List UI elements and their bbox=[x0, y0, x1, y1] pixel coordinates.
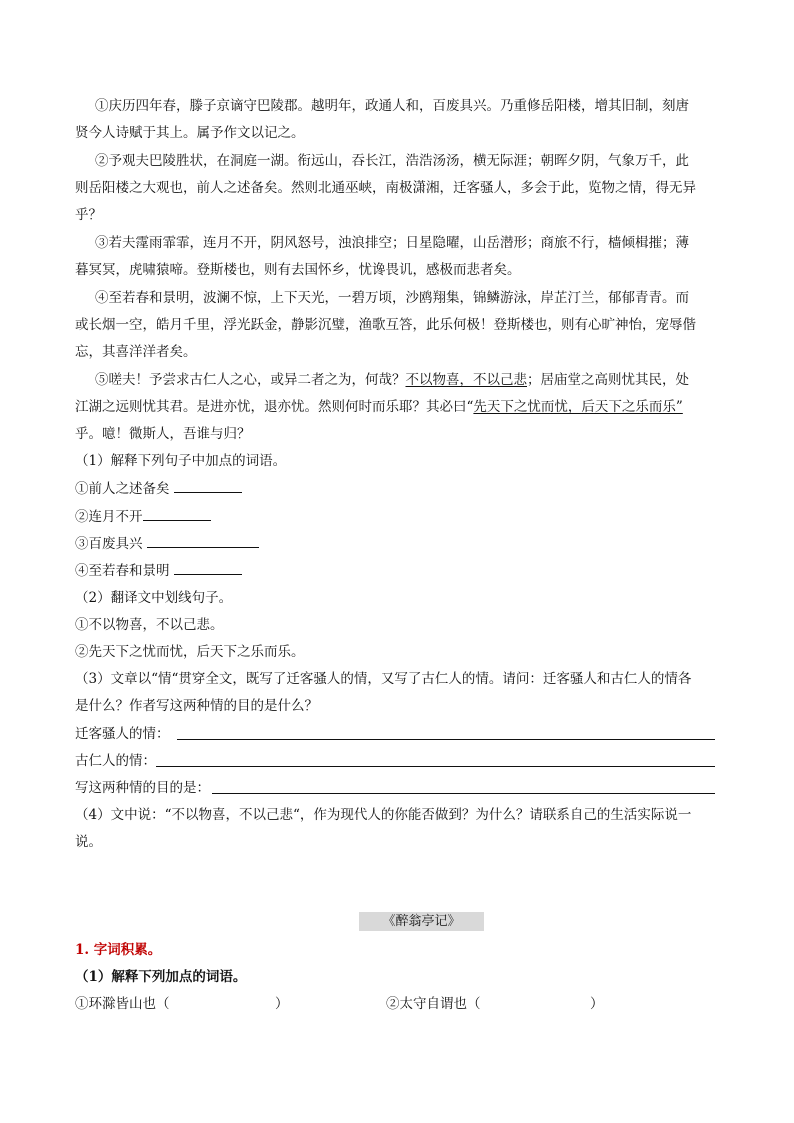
answer-line[interactable] bbox=[177, 739, 715, 740]
q1-item-b bbox=[75, 506, 211, 527]
p5-text-a: ⑤嗟夫！予尝求古仁人之心，或异二者之为，何哉？ bbox=[95, 372, 406, 388]
s2-item-a-close: ） bbox=[275, 996, 289, 1012]
q3-label-a: 迁客骚人的情： bbox=[75, 726, 170, 742]
s2-item-a: ①环滁皆山也（ bbox=[75, 996, 170, 1012]
passage-p2-line3: 乎？ bbox=[75, 207, 102, 223]
question-2: （2）翻译文中划线句子。 bbox=[75, 590, 233, 606]
s2-item-b: ②太守自谓也（ bbox=[386, 996, 481, 1012]
p5-text-c: 江湖之远则忧其君。是进亦忧，退亦忧。然则何时而乐耶？其必曰“ bbox=[75, 399, 474, 415]
q2-item-a: ①不以物喜，不以己悲。 bbox=[75, 617, 224, 633]
q1-item-c-text: ③百废具兴 bbox=[75, 536, 143, 552]
passage-p3-line1: ③若夫霪雨霏霏，连月不开，阴风怒号，浊浪排空；日星隐曜，山岳潜形；商旅不行，樯倾楫摧；薄 bbox=[95, 235, 689, 251]
passage-p5-line2 bbox=[75, 397, 683, 417]
underlined-sentence-1: 不以物喜，不以己悲 bbox=[405, 372, 527, 388]
q1-item-c bbox=[75, 533, 259, 554]
passage-p2-line2: 则岳阳楼之大观也，前人之述备矣。然则北通巫峡，南极潇湘，迁客骚人，多会于此，览物之情，得无异 bbox=[75, 180, 696, 196]
s2-item-b-close: ） bbox=[590, 996, 604, 1012]
q1-item-d-text: ④至若春和景明 bbox=[75, 563, 170, 579]
passage-p2-line1: ②予观夫巴陵胜状，在洞庭一湖。衔远山，吞长江，浩浩汤汤，横无际涯；朝晖夕阴，气象万千，此 bbox=[95, 153, 689, 169]
passage-p1-line2: 贤今人诗赋于其上。属予作文以记之。 bbox=[75, 125, 305, 141]
passage-p4-line3: 忘，其喜洋洋者矣。 bbox=[75, 344, 197, 360]
answer-blank[interactable] bbox=[174, 478, 242, 493]
passage-p3-line2: 暮冥冥，虎啸猿啼。登斯楼也，则有去国怀乡，忧谗畏讥，感极而悲者矣。 bbox=[75, 262, 521, 278]
section-heading: 1. 字词积累。 bbox=[75, 942, 162, 958]
q1-item-d bbox=[75, 560, 242, 581]
answer-blank[interactable] bbox=[174, 560, 242, 575]
section-title: 《醉翁亭记》 bbox=[359, 912, 484, 931]
q1-item-a bbox=[75, 478, 242, 499]
answer-blank[interactable] bbox=[143, 506, 211, 521]
q1-item-a-text: ①前人之述备矣 bbox=[75, 481, 170, 497]
answer-line[interactable] bbox=[212, 793, 715, 794]
passage-p5-line1 bbox=[95, 370, 689, 390]
passage-p4-line2: 或长烟一空，皓月千里，浮光跃金，静影沉璧，渔歌互答，此乐何极！登斯楼也，则有心旷神怡，宠辱偕 bbox=[75, 317, 696, 333]
question-3-line2: 是什么？作者写这两种情的目的是什么？ bbox=[75, 698, 318, 714]
passage-p5-line3: 乎。噫！微斯人，吾谁与归？ bbox=[75, 426, 251, 442]
question-1: （1）解释下列句子中加点的词语。 bbox=[75, 453, 287, 469]
section-subheading: （1）解释下列加点的词语。 bbox=[75, 969, 247, 985]
underlined-sentence-2: 先天下之忧而忧，后天下之乐而乐” bbox=[473, 399, 683, 415]
q3-label-b: 古仁人的情： bbox=[75, 753, 156, 769]
answer-blank[interactable] bbox=[147, 533, 259, 548]
passage-p1-line1: ①庆历四年春，滕子京谪守巴陵郡。越明年，政通人和，百废具兴。乃重修岳阳楼，增其旧制，刻唐 bbox=[95, 98, 689, 114]
question-3-line1: （3）文章以“情“贯穿全文，既写了迁客骚人的情，又写了古仁人的情。请问：迁客骚人和古仁人的情各 bbox=[75, 671, 692, 687]
q2-item-b: ②先天下之忧而忧，后天下之乐而乐。 bbox=[75, 644, 305, 660]
p5-text-b: ；居庙堂之高则忧其民，处 bbox=[527, 372, 689, 388]
q1-item-b-text: ②连月不开 bbox=[75, 509, 143, 525]
answer-line[interactable] bbox=[156, 766, 715, 767]
passage-p4-line1: ④至若春和景明，波澜不惊，上下天光，一碧万顷，沙鸥翔集，锦鳞游泳，岸芷汀兰，郁郁青青。而 bbox=[95, 290, 689, 306]
q3-label-c: 写这两种情的目的是： bbox=[75, 780, 210, 796]
question-4-line2: 说。 bbox=[75, 834, 102, 850]
question-4-line1: （4）文中说：“不以物喜，不以己悲“，作为现代人的你能否做到？为什么？请联系自己的生活实际说一 bbox=[75, 807, 692, 823]
